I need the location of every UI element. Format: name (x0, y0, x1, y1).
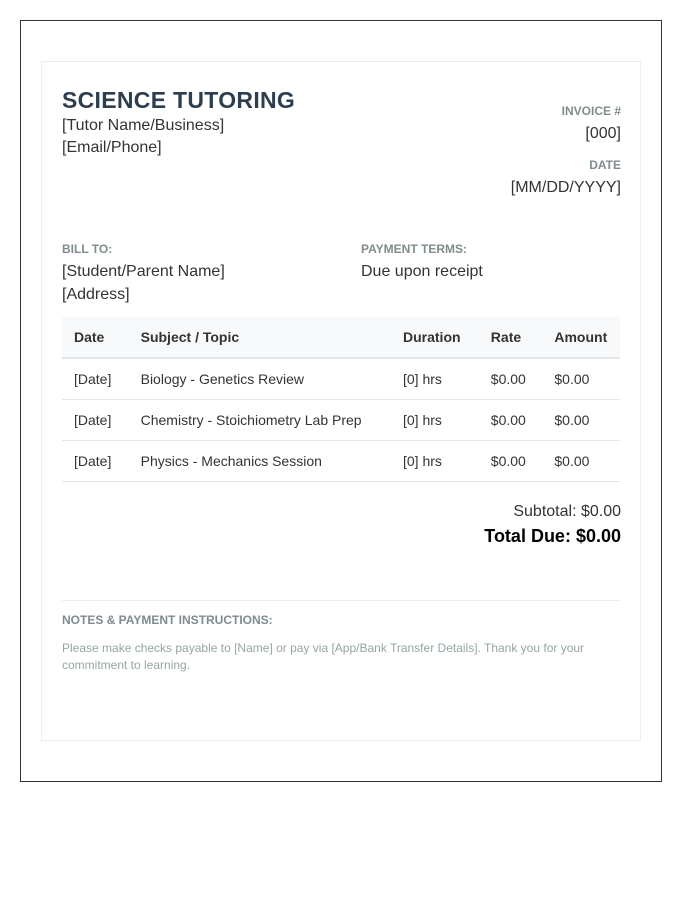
row-amount: $0.00 (542, 358, 620, 400)
row-amount: $0.00 (542, 400, 620, 441)
bill-to-name: [Student/Parent Name] (62, 263, 225, 280)
row-duration: [0] hrs (391, 358, 479, 400)
table-header-row (62, 317, 620, 358)
tutor-contact: [Email/Phone] (62, 139, 162, 156)
payment-terms-value: Due upon receipt (361, 263, 483, 280)
row-amount: $0.00 (542, 441, 620, 482)
line-items-table (62, 317, 620, 482)
total-due: Total Due: $0.00 (484, 526, 621, 546)
date-label: DATE (589, 158, 621, 172)
column-header-amount: Amount (542, 317, 620, 358)
notes-divider (62, 600, 620, 601)
column-header-rate: Rate (479, 317, 543, 358)
row-duration: [0] hrs (391, 400, 479, 441)
table-row (62, 358, 620, 400)
row-subject: Physics - Mechanics Session (129, 441, 391, 482)
invoice-number-label: INVOICE # (561, 104, 621, 118)
column-header-duration: Duration (391, 317, 479, 358)
subtotal: Subtotal: $0.00 (513, 503, 621, 520)
payment-terms-label: PAYMENT TERMS: (361, 242, 468, 256)
row-rate: $0.00 (479, 400, 543, 441)
table-row (62, 441, 620, 482)
row-date: [Date] (62, 400, 129, 441)
notes-text: Please make checks payable to [Name] or pay via [App/Bank Transfer Details]. Thank you for your commitment to learning. (62, 641, 585, 672)
invoice-date: [MM/DD/YYYY] (510, 179, 621, 196)
row-rate: $0.00 (479, 358, 543, 400)
row-date: [Date] (62, 441, 129, 482)
notes-label: NOTES & PAYMENT INSTRUCTIONS: (62, 613, 273, 627)
invoice-card (41, 61, 641, 741)
company-title: SCIENCE TUTORING (62, 87, 296, 113)
row-duration: [0] hrs (391, 441, 479, 482)
row-rate: $0.00 (479, 441, 543, 482)
row-date: [Date] (62, 358, 129, 400)
bill-to-address: [Address] (62, 286, 130, 303)
row-subject: Chemistry - Stoichiometry Lab Prep (129, 400, 391, 441)
page-frame (20, 20, 662, 782)
column-header-date: Date (62, 317, 129, 358)
table-row (62, 400, 620, 441)
bill-to-label: BILL TO: (62, 242, 113, 256)
row-subject: Biology - Genetics Review (129, 358, 391, 400)
column-header-subject: Subject / Topic (129, 317, 391, 358)
invoice-number: [000] (585, 125, 621, 142)
tutor-name: [Tutor Name/Business] (62, 117, 225, 134)
